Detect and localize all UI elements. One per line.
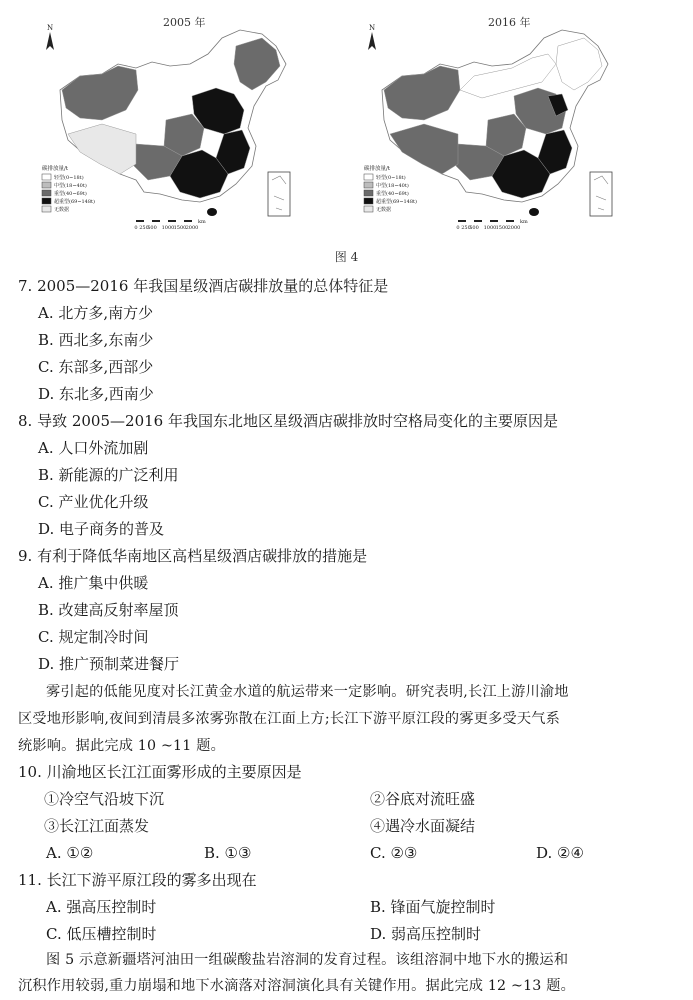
map-2005 — [40, 24, 292, 240]
question-10-choice-a: A. ①② — [46, 844, 94, 862]
legend-label: 超重型(69~148t) — [376, 199, 418, 206]
question-9-option-d: D. 推广预制菜进餐厅 — [38, 655, 180, 673]
region-hainan — [529, 208, 539, 216]
passage-2-line-2: 沉积作用较弱,重力崩塌和地下水滴落对溶洞演化具有关键作用。据此完成 12 ~13 题。 — [18, 978, 576, 994]
passage-2-line-1: 图 5 示意新疆塔河油田一组碳酸盐岩溶洞的发育过程。该组溶洞中地下水的搬运和 — [46, 952, 569, 968]
legend-label: 轻型(0~18t) — [376, 175, 406, 182]
question-10-statement-3: ③长江江面蒸发 — [44, 817, 150, 835]
legend-label: 无数据 — [376, 207, 392, 214]
question-8-option-b: B. 新能源的广泛利用 — [38, 466, 179, 484]
question-7-stem: 7. 2005—2016 年我国星级酒店碳排放量的总体特征是 — [18, 277, 389, 295]
scale-label: 0 — [134, 225, 138, 231]
question-7-option-c: C. 东部多,西部少 — [38, 358, 154, 376]
question-9-option-a: A. 推广集中供暖 — [38, 574, 149, 592]
scale-label: 250 — [139, 225, 149, 231]
map-2005-graphic — [40, 24, 292, 240]
map-2016-graphic — [362, 24, 614, 240]
inset-south-china-sea — [268, 172, 290, 216]
north-arrow-icon — [46, 24, 54, 50]
scale-label: 500 — [147, 225, 157, 231]
scale-label: 1000 — [161, 225, 175, 231]
region-hainan — [207, 208, 217, 216]
question-8-option-d: D. 电子商务的普及 — [38, 520, 165, 538]
legend-swatch — [364, 182, 373, 188]
question-10-statement-1: ①冷空气沿坡下沉 — [44, 790, 165, 808]
scale-bar — [456, 219, 528, 231]
question-10-statement-4: ④遇冷水面凝结 — [370, 817, 476, 835]
question-8-option-a: A. 人口外流加剧 — [38, 439, 149, 457]
question-9-option-c: C. 规定制冷时间 — [38, 628, 149, 646]
legend-label: 中型(18~40t) — [376, 183, 409, 190]
map-2016-title: 2016 年 — [488, 16, 531, 29]
region-tibet — [68, 124, 136, 174]
passage-1-line-2: 区受地形影响,夜间到清晨多浓雾弥散在江面上方;长江下游平原江段的雾更多受天气系 — [18, 711, 561, 727]
question-8-stem: 8. 导致 2005—2016 年我国东北地区星级酒店碳排放时空格局变化的主要原因是 — [18, 412, 558, 430]
scale-label: 250 — [461, 225, 471, 231]
figure-caption: 图 4 — [334, 250, 359, 264]
legend-label: 无数据 — [54, 207, 70, 214]
legend-swatch — [42, 198, 51, 204]
scale-label: 1500 — [173, 225, 187, 231]
legend-swatch — [364, 190, 373, 196]
question-9-option-b: B. 改建高反射率屋顶 — [38, 601, 179, 619]
scale-unit: km — [198, 219, 206, 225]
question-10-choice-b: B. ①③ — [204, 844, 252, 862]
legend — [364, 164, 417, 213]
question-8-option-c: C. 产业优化升级 — [38, 493, 149, 511]
legend-swatch — [42, 174, 51, 180]
legend-title: 碳排放量/t — [364, 166, 391, 172]
inset-south-china-sea — [590, 172, 612, 216]
region-tibet — [390, 124, 458, 174]
question-11-option-a: A. 强高压控制时 — [46, 898, 157, 916]
legend-label: 重型(40~69t) — [54, 191, 87, 198]
question-7-option-a: A. 北方多,南方少 — [38, 304, 154, 322]
legend-label: 轻型(0~18t) — [54, 175, 84, 182]
map-2016 — [362, 24, 614, 240]
scale-label: 500 — [469, 225, 479, 231]
question-11-option-b: B. 锋面气旋控制时 — [370, 898, 496, 916]
legend-title: 碳排放量/t — [42, 166, 69, 172]
scale-unit: km — [520, 219, 528, 225]
scale-label: 2000 — [185, 225, 199, 231]
legend-swatch — [364, 174, 373, 180]
question-10-statement-2: ②谷底对流旺盛 — [370, 790, 476, 808]
scale-label: 2000 — [507, 225, 521, 231]
question-11-option-c: C. 低压槽控制时 — [46, 925, 157, 943]
legend-swatch — [42, 206, 51, 212]
scale-label: 1500 — [495, 225, 509, 231]
legend-swatch — [364, 198, 373, 204]
legend — [42, 164, 95, 213]
question-10-choice-d: D. ②④ — [536, 844, 584, 862]
scale-bar — [134, 219, 206, 231]
legend-label: 中型(18~40t) — [54, 183, 87, 190]
scale-label: 0 — [456, 225, 460, 231]
north-label: N — [46, 24, 54, 32]
question-11-option-d: D. 弱高压控制时 — [370, 925, 482, 943]
legend-label: 超重型(69~148t) — [54, 199, 96, 206]
question-7-option-b: B. 西北多,东南少 — [38, 331, 154, 349]
north-label: N — [368, 24, 376, 32]
map-2005-title: 2005 年 — [163, 16, 206, 29]
legend-swatch — [42, 182, 51, 188]
question-10-stem: 10. 川渝地区长江江面雾形成的主要原因是 — [18, 763, 302, 781]
legend-label: 重型(40~69t) — [376, 191, 409, 198]
question-7-option-d: D. 东北多,西南少 — [38, 385, 154, 403]
passage-1-line-1: 雾引起的低能见度对长江黄金水道的航运带来一定影响。研究表明,长江上游川渝地 — [46, 684, 569, 700]
scale-label: 1000 — [483, 225, 497, 231]
question-11-stem: 11. 长江下游平原江段的雾多出现在 — [18, 871, 257, 889]
passage-1-line-3: 统影响。据此完成 10 ~11 题。 — [18, 738, 225, 754]
legend-swatch — [364, 206, 373, 212]
north-arrow-icon — [368, 24, 376, 50]
legend-swatch — [42, 190, 51, 196]
question-10-choice-c: C. ②③ — [370, 844, 418, 862]
question-9-stem: 9. 有利于降低华南地区高档星级酒店碳排放的措施是 — [18, 547, 368, 565]
